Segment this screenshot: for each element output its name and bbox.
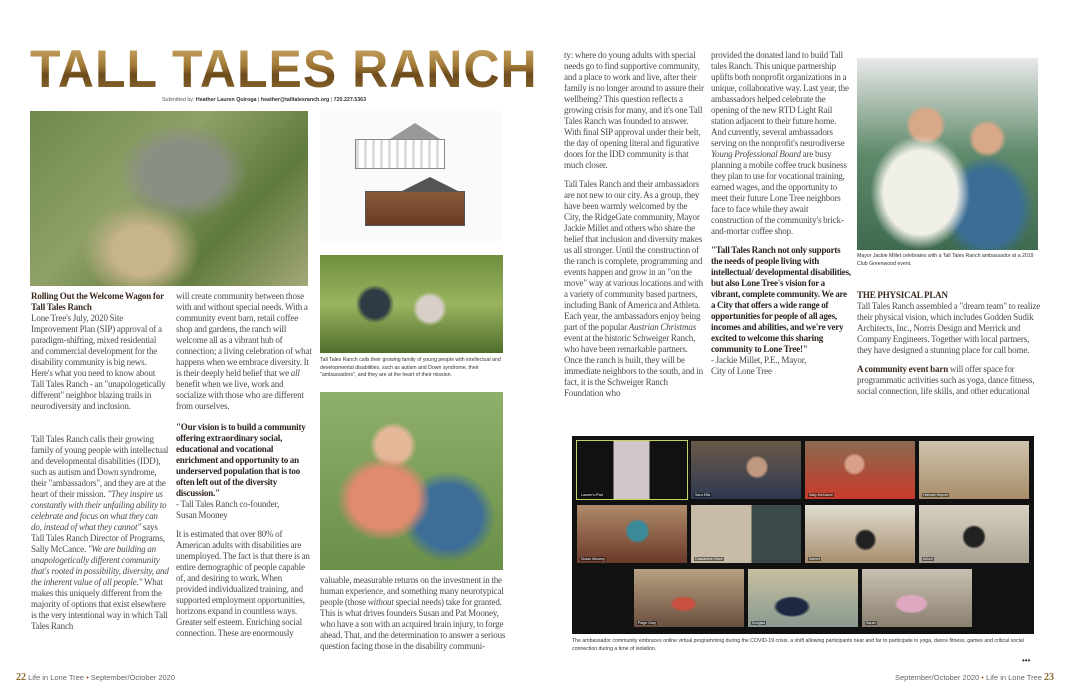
paragraph: will create community between those with and without special needs. With a community event barn, retail coffee shop and gardens, the ranch will welcome all as a vibrant hub of connection; a living celebration of what happens when we embrace diversity. It is their deeply held belief that we all benefit when we live, work and socialize with those who are different from ourselves. [176, 291, 312, 411]
video-tile: Cassandra Hines [690, 504, 802, 564]
video-call-screenshot [572, 436, 1034, 634]
video-call-caption: The ambassador community embraces online virtual programming during the COVID-19 crisis, a shift allowing participants near and far to participate in yoga, dance fitness, games and critical social connection during a time of isolation. [572, 638, 1024, 652]
quote-attribution: - Tall Tales Ranch co-founder, [176, 499, 280, 509]
paragraph: Tall Tales Ranch assembled a "dream team" to realize their physical vision, which includes Godden Sudik Architects, Inc., Norris Design and Merrick and Company Engineers. Together with local partners, they have designed a stunning place for call home. [857, 301, 1041, 355]
physical-plan-section [857, 290, 1045, 405]
mayor-photo [857, 58, 1038, 250]
byline: Submitted by: Heather Lauren Quiroga | heather@talltalesranch.org | 720.227.5363 [162, 97, 367, 103]
footer-right: September/October 2020 • Life in Lone Tree 23 [894, 672, 1054, 683]
column-2 [176, 291, 313, 647]
quote-attribution-org: City of Lone Tree [711, 366, 772, 376]
paragraph: It is estimated that over 80% of American adults with disabilities are unemployed. The fact is that there is an entire demographic of people capable of, and desiring to work. When provided individualized training, and supported employment opportunities, horizons expand in countless ways. Greater self esteem. Enriching social connection. These are enormously [176, 529, 310, 638]
video-tile: Sally McCance [804, 440, 916, 500]
pull-quote: "Tall Tales Ranch not only supports the needs of people living with intellectual/ developmental disabilities, but also Lone Tree's vision for a vibrant, complete community. We are a City that offers a wide range of opportunities for people of all ages, incomes and abilities, and we're very excited to welcome this sharing community to Lone Tree!" [711, 245, 851, 354]
video-tile: Paige Gray [633, 568, 745, 628]
column-5 [711, 50, 851, 377]
paragraph: ty: where do young adults with special needs go to find supportive community, and a place to work and live, after their family is no longer around to assure their wellbeing? This question reflects a growing crisis for many, and it's one Tall Tales Ranch was founded to answer. With final SIP approval under their belt, the day of opening literal and figurative doors for the IDD community is that much closer. [564, 50, 704, 170]
pull-quote: "Our vision is to build a community offering extraordinary social, educational and vocational enrichment and opportunity to an underserved population that is too often left out of the diversity discussion." [176, 422, 306, 498]
ambassadors-group-photo [320, 255, 503, 353]
video-tile: Susan Mooney [576, 504, 688, 564]
video-tile: Sara Ellis [690, 440, 802, 500]
article-title: TALL TALES RANCH [30, 39, 538, 99]
paragraph: Tall Tales Ranch and their ambassadors are not new to our city. As a group, they have been warmly welcomed by the City, the RidgeGate community, Mayor Jackie Millet and others who share the belief that inclusion and diversity makes us all stronger. Until the construction of the ranch is complete, programming and events happen and grow in an "on the move" way at various locations and with a variety of community based partners, including Bank of America and Athleta. Each year, the ambassadors enjoy being part of the popular Austrian Christmas event at the historic Schweiger Ranch, who have been remarkable partners. Once the ranch is built, they will be immediate neighbors to the south, and in fact, it is the Schweiger Ranch Foundation who [564, 179, 703, 398]
more-dots: ••• [1022, 656, 1031, 665]
paragraph: Tall Tales Ranch calls their growing family of young people with intellectual and developmental disabilities (IDD), such as autism and Down syndrome, their "ambassadors", and they are at the heart of their mission. "They inspire us constantly with their unfailing ability to celebrate and focus on what they can do, instead of what they cannot" says Tall Tales Ranch Director of Programs, Sally McCance. "We are building an unapologetically different community that's rooted in possibility, diversity, and the inherent value of all people." What makes this uniquely different from the majority of options that exist elsewhere is the very intentional way in which Tall Tales Ranch [31, 434, 169, 631]
footer-left: 22 Life in Lone Tree • September/October 2020 [16, 672, 176, 683]
video-tile: Douglas [747, 568, 859, 628]
section-heading: Rolling Out the Welcome Wagon for Tall Tales Ranch [31, 291, 164, 312]
architectural-drawing [320, 111, 503, 241]
paragraph: provided the donated land to build Tall tales Ranch. This unique partnership uplifts both nonprofit organizations in a unique, collaborative way. Last year, the ambassadors helped celebrate the opening of the new RTD Light Rail station adjacent to their future home. And currently, several ambassadors serving on the nonprofit's neurodiverse Young Professional Board are busy planning a mobile coffee truck business they plan to use for vocational training, earned wages, and the opportunity to meet their future Lone Tree neighbors face to face while they await construction of the community's brick-and-mortar coffee shop. [711, 50, 849, 236]
aerial-site-photo [30, 111, 308, 286]
founders-photo [320, 392, 503, 570]
column-4 [564, 50, 705, 407]
mayor-photo-caption: Mayor Jackie Millet celebrates with a Tall Tales Ranch ambassador at a 2019 Club Greenwood event. [857, 253, 1034, 267]
video-tile: Alison [918, 504, 1030, 564]
column-3 [320, 575, 510, 660]
quote-attribution: - Jackie Millet, P.E., Mayor, [711, 355, 807, 365]
paragraph: Lone Tree's July, 2020 Site Improvement Plan (SIP) approval of a paradigm-shifting, mixed residential and commercial development for the disability community is big news. Here's what you need to know about Tall Tales Ranch - an "unapologetically different" neighbor blazing trails in neurodiversity and inclusion. [31, 313, 166, 411]
group-photo-caption: Tall Tales Ranch calls their growing family of young people with intellectual and developmental disabilities, such as autism and Down syndrome, their "ambassadors", and they are at the heart of their mission. [320, 357, 501, 379]
video-tile: Sarah [861, 568, 973, 628]
section-heading: THE PHYSICAL PLAN [857, 290, 948, 300]
video-tile: Sammi [804, 504, 916, 564]
paragraph: valuable, measurable returns on the investment in the human experience, and something many neurotypical people (those without special needs) take for granted. This is what drives founders Susan and Pat Mooney, who have a son with an acquired brain injury, to forge ahead. That, and the determination to answer a serious question facing those in the disability communi- [320, 575, 506, 651]
quote-attribution-name: Susan Mooney [176, 510, 228, 520]
video-tile: Lauren's iPad [576, 440, 688, 500]
column-1 [31, 291, 169, 640]
paragraph: A community event barn will offer space for programmatic activities such as yoga, dance fitness, social connection, life skills, and other educational [857, 364, 1035, 396]
video-tile: Hannah Hepner [918, 440, 1030, 500]
